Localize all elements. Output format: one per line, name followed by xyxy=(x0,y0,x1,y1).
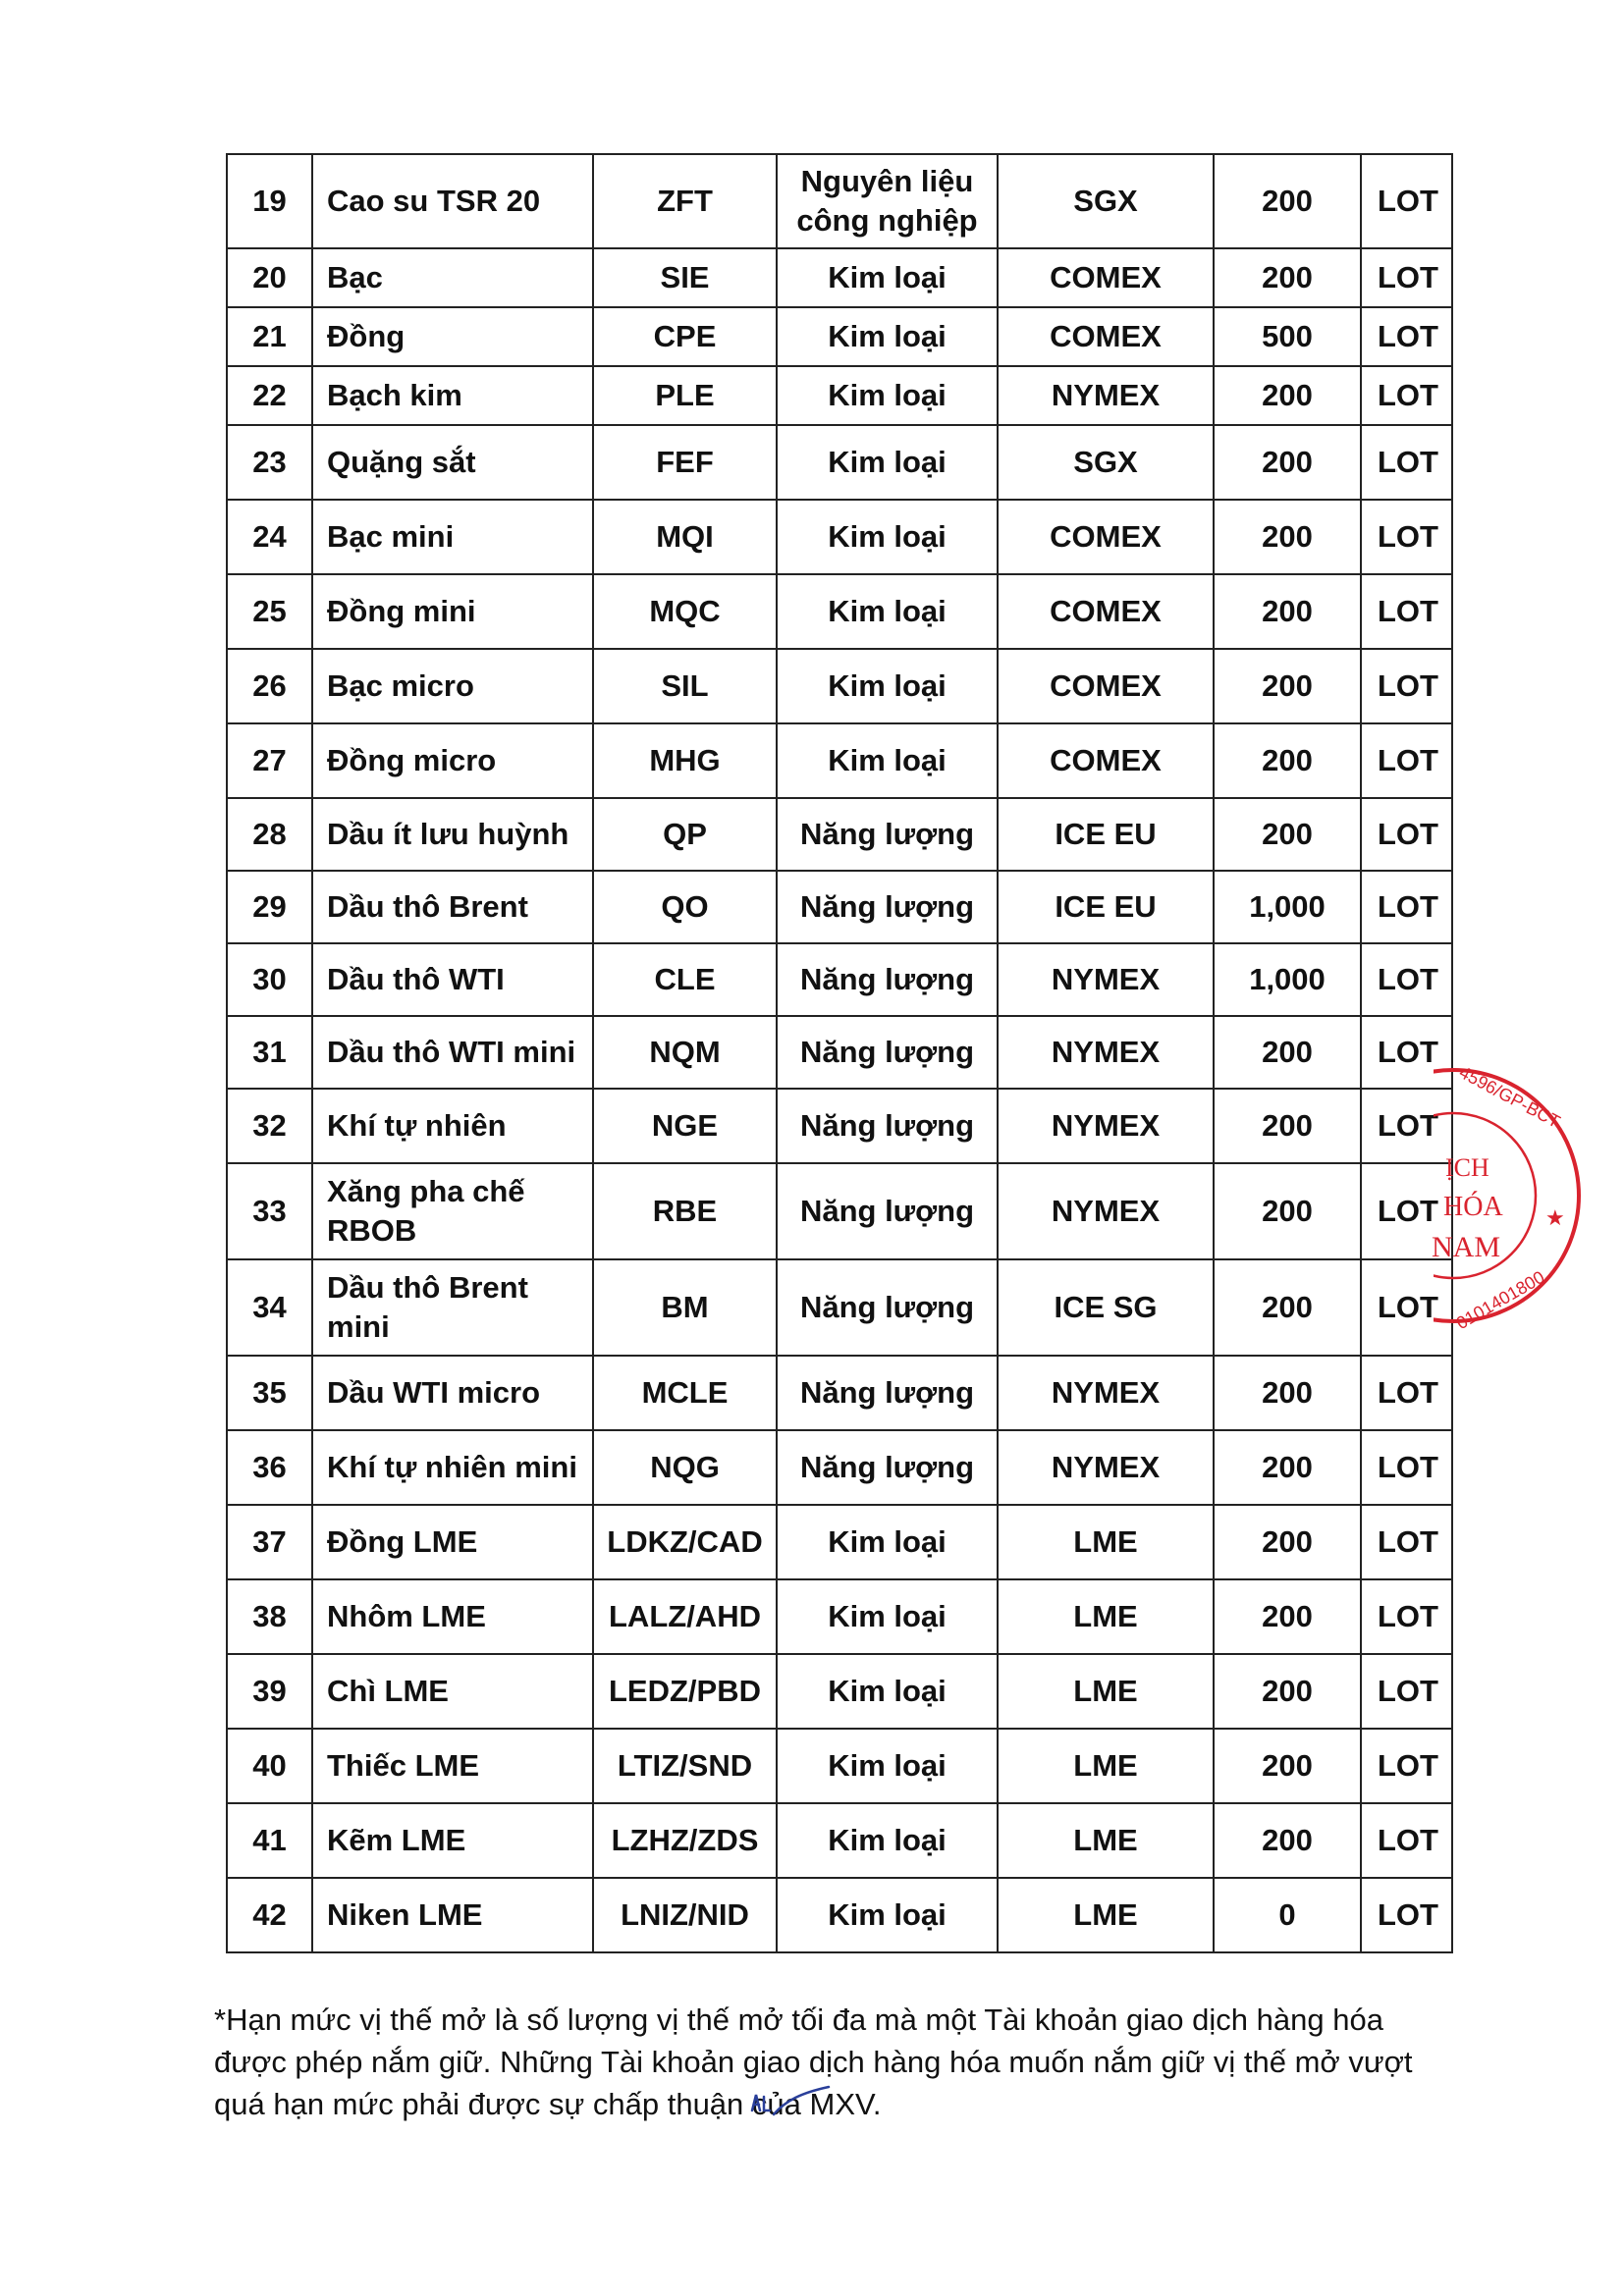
unit-cell: LOT xyxy=(1361,1016,1452,1089)
commodity-code-cell: ZFT xyxy=(593,154,777,248)
commodity-group-cell: Kim loại xyxy=(777,307,998,366)
unit-cell: LOT xyxy=(1361,871,1452,943)
exchange-cell: NYMEX xyxy=(998,1016,1214,1089)
position-limit-cell: 200 xyxy=(1214,1163,1361,1259)
table-row xyxy=(227,649,1452,723)
unit-cell: LOT xyxy=(1361,307,1452,366)
row-number-cell: 40 xyxy=(227,1729,312,1803)
exchange-cell: LME xyxy=(998,1803,1214,1878)
exchange-cell: COMEX xyxy=(998,248,1214,307)
stamp-line-3: NAM xyxy=(1432,1231,1501,1263)
commodity-code-cell: MCLE xyxy=(593,1356,777,1430)
commodity-code-cell: LALZ/AHD xyxy=(593,1579,777,1654)
commodity-code-cell: SIE xyxy=(593,248,777,307)
exchange-cell: COMEX xyxy=(998,500,1214,574)
position-limit-cell: 200 xyxy=(1214,1430,1361,1505)
commodity-name-cell: Quặng sắt xyxy=(312,425,593,500)
commodity-group-cell: Năng lượng xyxy=(777,1430,998,1505)
exchange-cell: ICE EU xyxy=(998,798,1214,871)
unit-cell: LOT xyxy=(1361,1259,1452,1356)
row-number-cell: 29 xyxy=(227,871,312,943)
table-row xyxy=(227,1430,1452,1505)
exchange-cell: ICE EU xyxy=(998,871,1214,943)
commodity-group-cell: Năng lượng xyxy=(777,871,998,943)
table-row xyxy=(227,307,1452,366)
unit-cell: LOT xyxy=(1361,723,1452,798)
table-row xyxy=(227,1878,1452,1952)
table-row xyxy=(227,1729,1452,1803)
commodity-name-cell: Đồng xyxy=(312,307,593,366)
unit-cell: LOT xyxy=(1361,649,1452,723)
table-row xyxy=(227,871,1452,943)
row-number-cell: 32 xyxy=(227,1089,312,1163)
commodity-name-cell: Xăng pha chế RBOB xyxy=(312,1163,593,1259)
commodity-code-cell: PLE xyxy=(593,366,777,425)
exchange-cell: NYMEX xyxy=(998,1163,1214,1259)
row-number-cell: 22 xyxy=(227,366,312,425)
commodity-name-cell: Bạch kim xyxy=(312,366,593,425)
unit-cell: LOT xyxy=(1361,574,1452,649)
table-body xyxy=(227,154,1452,1952)
position-limit-cell: 200 xyxy=(1214,1729,1361,1803)
commodity-code-cell: QP xyxy=(593,798,777,871)
unit-cell: LOT xyxy=(1361,500,1452,574)
commodity-name-cell: Dầu thô WTI xyxy=(312,943,593,1016)
table-row xyxy=(227,1089,1452,1163)
commodity-group-cell: Kim loại xyxy=(777,1654,998,1729)
unit-cell: LOT xyxy=(1361,366,1452,425)
commodity-code-cell: CLE xyxy=(593,943,777,1016)
commodity-name-cell: Dầu WTI micro xyxy=(312,1356,593,1430)
commodity-code-cell: CPE xyxy=(593,307,777,366)
row-number-cell: 34 xyxy=(227,1259,312,1356)
commodity-group-cell: Năng lượng xyxy=(777,1356,998,1430)
exchange-cell: ICE SG xyxy=(998,1259,1214,1356)
commodity-code-cell: QO xyxy=(593,871,777,943)
unit-cell: LOT xyxy=(1361,1729,1452,1803)
unit-cell: LOT xyxy=(1361,1654,1452,1729)
row-number-cell: 21 xyxy=(227,307,312,366)
commodity-group-cell: Kim loại xyxy=(777,1505,998,1579)
commodity-group-cell: Kim loại xyxy=(777,649,998,723)
exchange-cell: COMEX xyxy=(998,307,1214,366)
exchange-cell: SGX xyxy=(998,154,1214,248)
commodity-group-cell: Kim loại xyxy=(777,366,998,425)
position-limit-cell: 200 xyxy=(1214,366,1361,425)
position-limit-cell: 1,000 xyxy=(1214,871,1361,943)
position-limit-cell: 200 xyxy=(1214,1803,1361,1878)
commodity-group-cell: Năng lượng xyxy=(777,943,998,1016)
commodity-name-cell: Niken LME xyxy=(312,1878,593,1952)
commodity-group-cell: Năng lượng xyxy=(777,1259,998,1356)
commodity-group-cell: Kim loại xyxy=(777,500,998,574)
row-number-cell: 33 xyxy=(227,1163,312,1259)
unit-cell: LOT xyxy=(1361,248,1452,307)
commodity-name-cell: Thiếc LME xyxy=(312,1729,593,1803)
row-number-cell: 35 xyxy=(227,1356,312,1430)
table-row xyxy=(227,1654,1452,1729)
position-limit-cell: 0 xyxy=(1214,1878,1361,1952)
position-limit-cell: 200 xyxy=(1214,1505,1361,1579)
commodity-name-cell: Kẽm LME xyxy=(312,1803,593,1878)
commodity-code-cell: LEDZ/PBD xyxy=(593,1654,777,1729)
commodity-name-cell: Chì LME xyxy=(312,1654,593,1729)
row-number-cell: 39 xyxy=(227,1654,312,1729)
unit-cell: LOT xyxy=(1361,154,1452,248)
exchange-cell: NYMEX xyxy=(998,1089,1214,1163)
row-number-cell: 36 xyxy=(227,1430,312,1505)
row-number-cell: 41 xyxy=(227,1803,312,1878)
commodity-name-cell: Cao su TSR 20 xyxy=(312,154,593,248)
table-row xyxy=(227,723,1452,798)
position-limit-cell: 200 xyxy=(1214,248,1361,307)
exchange-cell: NYMEX xyxy=(998,366,1214,425)
commodity-code-cell: LTIZ/SND xyxy=(593,1729,777,1803)
commodity-code-cell: LDKZ/CAD xyxy=(593,1505,777,1579)
commodity-group-cell: Kim loại xyxy=(777,574,998,649)
commodity-name-cell: Khí tự nhiên mini xyxy=(312,1430,593,1505)
position-limit-cell: 200 xyxy=(1214,1579,1361,1654)
commodity-code-cell: NQM xyxy=(593,1016,777,1089)
exchange-cell: LME xyxy=(998,1729,1214,1803)
commodity-code-cell: MQC xyxy=(593,574,777,649)
table-row xyxy=(227,154,1452,248)
unit-cell: LOT xyxy=(1361,1803,1452,1878)
row-number-cell: 26 xyxy=(227,649,312,723)
position-limit-cell: 200 xyxy=(1214,798,1361,871)
commodity-code-cell: LZHZ/ZDS xyxy=(593,1803,777,1878)
exchange-cell: NYMEX xyxy=(998,1356,1214,1430)
unit-cell: LOT xyxy=(1361,1878,1452,1952)
commodity-name-cell: Nhôm LME xyxy=(312,1579,593,1654)
exchange-cell: LME xyxy=(998,1654,1214,1729)
commodity-code-cell: FEF xyxy=(593,425,777,500)
unit-cell: LOT xyxy=(1361,1356,1452,1430)
stamp-line-2: HÓA xyxy=(1443,1192,1503,1222)
row-number-cell: 24 xyxy=(227,500,312,574)
commodity-code-cell: RBE xyxy=(593,1163,777,1259)
commodity-code-cell: NGE xyxy=(593,1089,777,1163)
position-limit-cell: 500 xyxy=(1214,307,1361,366)
position-limit-cell: 200 xyxy=(1214,1259,1361,1356)
table-row xyxy=(227,248,1452,307)
commodity-name-cell: Đồng mini xyxy=(312,574,593,649)
row-number-cell: 19 xyxy=(227,154,312,248)
commodity-name-cell: Dầu thô Brent mini xyxy=(312,1259,593,1356)
commodity-code-cell: MHG xyxy=(593,723,777,798)
unit-cell: LOT xyxy=(1361,1430,1452,1505)
row-number-cell: 20 xyxy=(227,248,312,307)
commodity-group-cell: Nguyên liệu công nghiệp xyxy=(777,154,998,248)
commodity-name-cell: Đồng micro xyxy=(312,723,593,798)
position-limit-cell: 200 xyxy=(1214,500,1361,574)
signature-initials xyxy=(746,2081,835,2120)
exchange-cell: NYMEX xyxy=(998,943,1214,1016)
exchange-cell: NYMEX xyxy=(998,1430,1214,1505)
commodity-name-cell: Dầu thô Brent xyxy=(312,871,593,943)
unit-cell: LOT xyxy=(1361,1505,1452,1579)
row-number-cell: 37 xyxy=(227,1505,312,1579)
exchange-cell: LME xyxy=(998,1878,1214,1952)
unit-cell: LOT xyxy=(1361,798,1452,871)
exchange-cell: COMEX xyxy=(998,649,1214,723)
row-number-cell: 27 xyxy=(227,723,312,798)
table-row xyxy=(227,1803,1452,1878)
position-limit-cell: 200 xyxy=(1214,154,1361,248)
commodity-name-cell: Bạc mini xyxy=(312,500,593,574)
table-row xyxy=(227,425,1452,500)
position-limit-cell: 200 xyxy=(1214,723,1361,798)
exchange-cell: COMEX xyxy=(998,574,1214,649)
position-limit-cell: 200 xyxy=(1214,1356,1361,1430)
commodity-code-cell: MQI xyxy=(593,500,777,574)
table-row xyxy=(227,1259,1452,1356)
table-row xyxy=(227,574,1452,649)
unit-cell: LOT xyxy=(1361,1163,1452,1259)
company-stamp xyxy=(1414,1048,1591,1343)
position-limit-cell: 200 xyxy=(1214,1089,1361,1163)
commodity-name-cell: Đồng LME xyxy=(312,1505,593,1579)
row-number-cell: 31 xyxy=(227,1016,312,1089)
row-number-cell: 30 xyxy=(227,943,312,1016)
commodity-name-cell: Dầu ít lưu huỳnh xyxy=(312,798,593,871)
row-number-cell: 23 xyxy=(227,425,312,500)
exchange-cell: SGX xyxy=(998,425,1214,500)
commodity-name-cell: Bạc xyxy=(312,248,593,307)
commodity-group-cell: Năng lượng xyxy=(777,798,998,871)
commodity-group-cell: Năng lượng xyxy=(777,1163,998,1259)
commodity-group-cell: Kim loại xyxy=(777,1803,998,1878)
position-limit-table xyxy=(226,153,1453,1953)
commodity-group-cell: Năng lượng xyxy=(777,1089,998,1163)
stamp-arc-bottom: 0101401800 xyxy=(1452,1266,1548,1334)
commodity-group-cell: Kim loại xyxy=(777,1729,998,1803)
position-limit-cell: 200 xyxy=(1214,649,1361,723)
commodity-name-cell: Bạc micro xyxy=(312,649,593,723)
exchange-cell: COMEX xyxy=(998,723,1214,798)
commodity-name-cell: Khí tự nhiên xyxy=(312,1089,593,1163)
row-number-cell: 28 xyxy=(227,798,312,871)
stamp-star: ★ xyxy=(1545,1205,1565,1230)
footnote: *Hạn mức vị thế mở là số lượng vị thế mở tối đa mà một Tài khoản giao dịch hàng hóa được phép nắm giữ. Những Tài khoản giao dịch hàng hóa muốn nắm giữ vị thế mở vượt quá hạn mức phải được sự chấp thuận của MXV. xyxy=(214,2002,1413,2121)
row-number-cell: 42 xyxy=(227,1878,312,1952)
row-number-cell: 38 xyxy=(227,1579,312,1654)
commodity-code-cell: BM xyxy=(593,1259,777,1356)
commodity-group-cell: Kim loại xyxy=(777,1878,998,1952)
exchange-cell: LME xyxy=(998,1579,1214,1654)
row-number-cell: 25 xyxy=(227,574,312,649)
position-limit-cell: 200 xyxy=(1214,425,1361,500)
commodity-group-cell: Kim loại xyxy=(777,248,998,307)
exchange-cell: LME xyxy=(998,1505,1214,1579)
table-row xyxy=(227,1016,1452,1089)
table-row xyxy=(227,1505,1452,1579)
table-row xyxy=(227,366,1452,425)
stamp-line-1: ỊCH xyxy=(1445,1153,1489,1182)
table-row xyxy=(227,1356,1452,1430)
commodity-group-cell: Kim loại xyxy=(777,723,998,798)
position-limit-table-container xyxy=(226,153,1451,1953)
position-limit-cell: 200 xyxy=(1214,574,1361,649)
unit-cell: LOT xyxy=(1361,1579,1452,1654)
table-row xyxy=(227,943,1452,1016)
commodity-code-cell: LNIZ/NID xyxy=(593,1878,777,1952)
stamp-arc-top: 4596/GP-BCT xyxy=(1456,1062,1564,1132)
table-row xyxy=(227,798,1452,871)
table-row xyxy=(227,1579,1452,1654)
commodity-code-cell: SIL xyxy=(593,649,777,723)
unit-cell: LOT xyxy=(1361,1089,1452,1163)
commodity-code-cell: NQG xyxy=(593,1430,777,1505)
commodity-group-cell: Năng lượng xyxy=(777,1016,998,1089)
commodity-name-cell: Dầu thô WTI mini xyxy=(312,1016,593,1089)
table-row xyxy=(227,500,1452,574)
table-row xyxy=(227,1163,1452,1259)
position-limit-cell: 1,000 xyxy=(1214,943,1361,1016)
unit-cell: LOT xyxy=(1361,943,1452,1016)
position-limit-cell: 200 xyxy=(1214,1654,1361,1729)
position-limit-cell: 200 xyxy=(1214,1016,1361,1089)
commodity-group-cell: Kim loại xyxy=(777,1579,998,1654)
commodity-group-cell: Kim loại xyxy=(777,425,998,500)
unit-cell: LOT xyxy=(1361,425,1452,500)
